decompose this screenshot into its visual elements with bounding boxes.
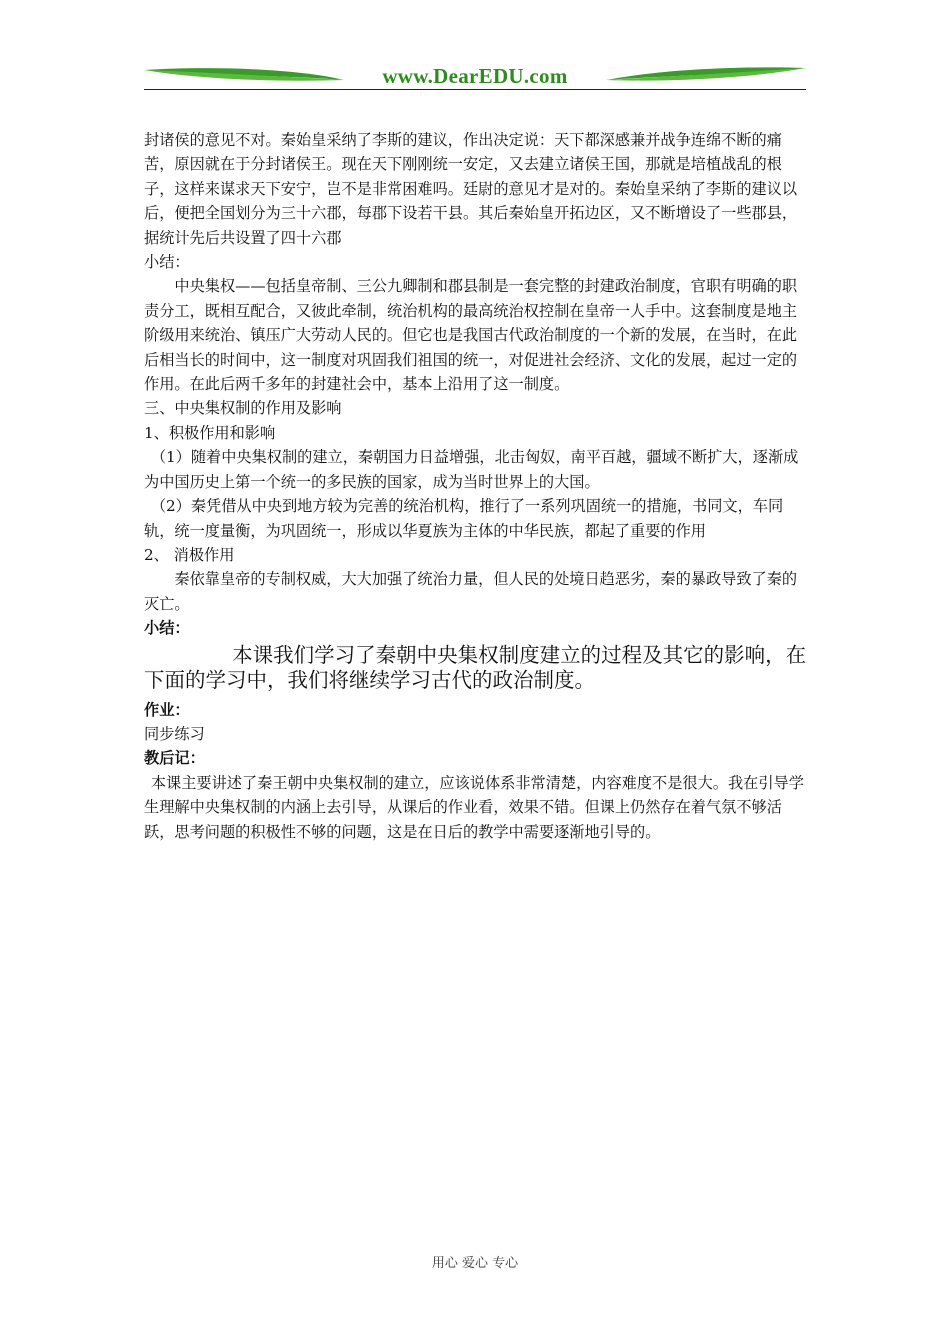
- negative-effect-paragraph: 秦依靠皇帝的专制权威，大大加强了统治力量，但人民的处境日趋恶劣，秦的暴政导致了秦的灭亡。: [144, 570, 798, 613]
- lesson-summary-label: 小结：: [144, 619, 190, 638]
- afterword-paragraph: 本课主要讲述了秦王朝中央集权制的建立，应该说体系非常清楚，内容难度不是很大。我在引导学生理解中央集权制的内涵上去引导，从课后的作业看，效果不错。但课上仍然存在着气氛不够活跃，思考问题的积极性不够的问题，这是在日后的教学中需要逐渐地引导的。: [144, 773, 804, 841]
- site-logo-text[interactable]: www.DearEDU.com: [382, 64, 568, 88]
- document-body: [144, 128, 808, 844]
- page-header: [144, 62, 806, 92]
- summary-paragraph: 中央集权——包括皇帝制、三公九卿制和郡县制是一套完整的封建政治制度，官职有明确的职责分工，既相互配合，又彼此牵制，统治机构的最高统治权控制在皇帝一人手中。这套制度是地主阶级用来统治、镇压广大劳动人民的。但它也是我国古代政治制度的一个新的发展，在当时，在此后相当长的时间中，这一制度对巩固我们祖国的统一，对促进社会经济、文化的发展，起过一定的作用。在此后两千多年的封建社会中，基本上沿用了这一制度。: [144, 277, 798, 394]
- homework-label: 作业：: [144, 700, 190, 719]
- header-divider: [144, 89, 806, 90]
- positive-effect-item: （2）秦凭借从中央到地方较为完善的统治机构，推行了一系列巩固统一的措施，书同文，车同轨，统一度量衡，为巩固统一，形成以华夏族为主体的中华民族，都起了重要的作用: [144, 497, 784, 540]
- summary-label: 小结：: [144, 253, 190, 272]
- positive-effects-heading: 1、积极作用和影响: [144, 423, 276, 442]
- positive-effect-item: （1）随着中央集权制的建立，秦朝国力日益增强，北击匈奴，南平百越，疆域不断扩大，逐渐成为中国历史上第一个统一的多民族的国家，成为当时世界上的大国。: [144, 448, 799, 491]
- paragraph-intro: 封诸侯的意见不对。秦始皇采纳了李斯的建议，作出决定说：天下都深感兼并战争连绵不断的痛苦，原因就在于分封诸侯王。现在天下刚刚统一安定，又去建立诸侯王国，那就是培植战乱的根子，这样来谋求天下安宁，岂不是非常困难吗。廷尉的意见才是对的。秦始皇采纳了李斯的建议以后，便把全国划分为三十六郡，每郡下设若干县。其后秦始皇开拓边区，又不断增设了一些郡县，据统计先后共设置了四十六郡: [144, 131, 798, 247]
- negative-effects-heading: 2、 消极作用: [144, 545, 235, 564]
- afterword-label: 教后记：: [144, 749, 205, 768]
- page-footer: 用心 爱心 专心: [431, 1256, 519, 1271]
- homework-text: 同步练习: [144, 724, 205, 743]
- section-heading: 三、中央集权制的作用及影响: [144, 399, 342, 418]
- lesson-summary-text: 本课我们学习了秦朝中央集权制度建立的过程及其它的影响，在下面的学习中，我们将继续学习古代的政治制度。: [144, 642, 807, 692]
